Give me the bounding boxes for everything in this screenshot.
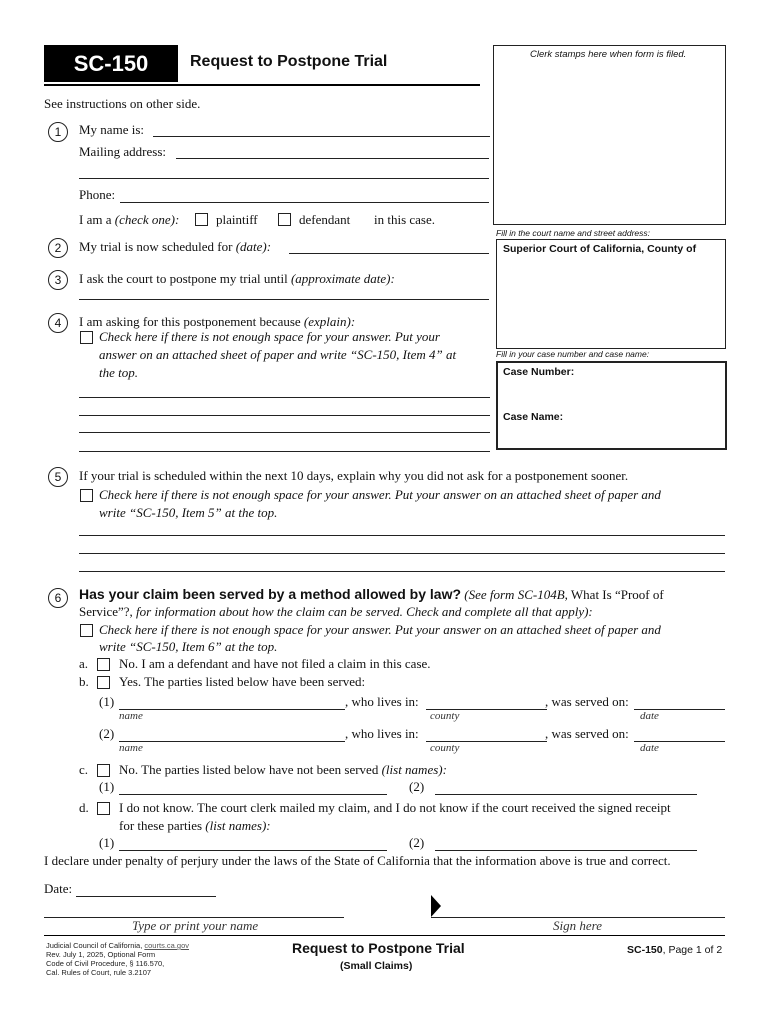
served-1-name-caption: name	[119, 710, 143, 722]
item-5-field-3[interactable]	[79, 571, 725, 572]
item-6-extra-space-checkbox[interactable]	[80, 624, 93, 637]
item-3-number: 3	[48, 270, 68, 290]
item-4-check-line3: the top.	[99, 365, 138, 380]
defendant-checkbox[interactable]	[278, 213, 291, 226]
footer-legal	[46, 941, 189, 977]
date-label: Date:	[44, 881, 73, 896]
item-6-hint: (See form SC-104B,	[464, 587, 568, 602]
option-d-letter: d.	[79, 800, 89, 815]
option-d-text2-row	[119, 818, 271, 834]
item-4-check-line1: Check here if there is not enough space for your answer. Put your	[99, 329, 440, 344]
reason-field-1[interactable]	[79, 397, 490, 398]
option-c-text: No. The parties listed below have not been served	[119, 762, 379, 777]
case-fill-label: Fill in your case number and case name:	[496, 349, 650, 359]
footer-form-code: SC-150	[627, 944, 663, 956]
court-fill-label: Fill in the court name and street address:	[496, 228, 651, 238]
not-served-1-number: (1)	[99, 779, 115, 794]
phone-field[interactable]	[120, 202, 489, 203]
item-5-extra-space-checkbox[interactable]	[80, 489, 93, 502]
court-name-label: Superior Court of California, County of	[503, 243, 697, 255]
served-2-who-lives: , who lives in:	[345, 726, 419, 741]
postpone-until-hint: (approximate date):	[290, 271, 395, 286]
item-6-hint-upright: What Is “Proof of	[570, 587, 664, 602]
mailing-address-field[interactable]	[176, 158, 489, 159]
item-2-text	[79, 239, 271, 255]
option-d-hint: (list names):	[205, 818, 271, 833]
option-d-checkbox[interactable]	[97, 802, 110, 815]
instructions-note: See instructions on other side.	[44, 96, 201, 111]
item-4-extra-space-checkbox[interactable]	[80, 331, 93, 344]
not-served-2-field[interactable]	[435, 794, 697, 795]
footer-title: Request to Postpone Trial	[292, 940, 465, 956]
option-b-letter: b.	[79, 674, 89, 689]
served-2-name-caption: name	[119, 742, 143, 754]
header-rule	[44, 84, 480, 86]
case-number-label[interactable]: Case Number:	[503, 366, 575, 378]
print-name-caption: Type or print your name	[132, 918, 259, 933]
footer-council: Judicial Council of California,	[46, 941, 143, 950]
reason-label: I am asking for this postponement because	[79, 314, 301, 329]
item-1-number: 1	[48, 122, 68, 142]
reason-field-3[interactable]	[79, 432, 490, 433]
option-c-checkbox[interactable]	[97, 764, 110, 777]
item-2-number: 2	[48, 238, 68, 258]
option-d-text: I do not know. The court clerk mailed my claim, and I do not know if the court received the signed receipt	[119, 800, 671, 815]
served-1-date-caption: date	[640, 710, 659, 722]
trial-date-hint: (date):	[235, 239, 272, 254]
item-5-field-1[interactable]	[79, 535, 725, 536]
unknown-1-number: (1)	[99, 835, 115, 850]
date-field[interactable]	[76, 896, 216, 897]
iam-suffix: in this case.	[374, 212, 436, 227]
footer-rules: Cal. Rules of Court, rule 3.2107	[46, 968, 152, 977]
reason-field-2[interactable]	[79, 415, 490, 416]
unknown-2-number: (2)	[409, 835, 425, 850]
name-field[interactable]	[153, 136, 490, 137]
form-title: Request to Postpone Trial	[190, 53, 388, 70]
plaintiff-checkbox[interactable]	[195, 213, 208, 226]
served-1-served-on: , was served on:	[545, 694, 629, 709]
item-4-number: 4	[48, 313, 68, 333]
served-1-name-field[interactable]	[119, 709, 345, 710]
postpone-until-field[interactable]	[79, 299, 489, 300]
not-served-2-number: (2)	[409, 779, 425, 794]
option-a-checkbox[interactable]	[97, 658, 110, 671]
option-b-checkbox[interactable]	[97, 676, 110, 689]
clerk-stamp-box	[493, 45, 726, 225]
iam-hint: (check one):	[114, 212, 180, 227]
item-6-line2	[79, 604, 593, 620]
item-6-check-line1: Check here if there is not enough space for your answer. Put your answer on an attached sheet of paper and	[99, 622, 661, 637]
footer-subtitle: (Small Claims)	[340, 960, 413, 972]
footer-rev: Rev. July 1, 2025, Optional Form	[46, 950, 156, 959]
option-b-text: Yes. The parties listed below have been served:	[119, 674, 366, 689]
item-5-number: 5	[48, 467, 68, 487]
option-c-hint: (list names):	[381, 762, 447, 777]
served-row-2-number: (2)	[99, 726, 115, 741]
sign-here-caption: Sign here	[553, 918, 602, 933]
item-4-check-line2: answer on an attached sheet of paper and write “SC-150, Item 4” at	[99, 347, 457, 362]
mailing-address-field-2[interactable]	[79, 178, 489, 179]
served-2-county-caption: county	[430, 742, 460, 754]
clerk-stamp-note: Clerk stamps here when form is filed.	[530, 49, 687, 60]
item-6-heading-row	[79, 586, 664, 603]
served-1-county-caption: county	[430, 710, 460, 722]
served-2-served-on: , was served on:	[545, 726, 629, 741]
party-role-row	[79, 212, 179, 228]
footer-rule	[44, 935, 725, 936]
option-d-text2: for these parties	[119, 818, 203, 833]
item-6-line2-italic: for information about how the claim can be served. Check and complete all that apply):	[136, 604, 593, 619]
option-a-letter: a.	[79, 656, 89, 671]
footer-council-row	[46, 941, 189, 950]
item-6-line2-upright: Service”?,	[79, 604, 133, 619]
form-code-badge	[44, 45, 178, 82]
mailing-label: Mailing address:	[79, 144, 167, 159]
reason-field-4[interactable]	[79, 451, 490, 452]
served-row-1-number: (1)	[99, 694, 115, 709]
phone-label: Phone:	[79, 187, 116, 202]
plaintiff-label: plaintiff	[216, 212, 258, 227]
form-code: SC-150	[73, 51, 149, 76]
item-5-check-line2: write “SC-150, Item 5” at the top.	[99, 505, 278, 520]
item-3-text	[79, 271, 395, 287]
item-5-text: If your trial is scheduled within the next 10 days, explain why you did not ask for a postponement sooner.	[79, 468, 629, 483]
option-a-text: No. I am a defendant and have not filed a claim in this case.	[119, 656, 431, 671]
reason-hint: (explain):	[303, 314, 356, 329]
item-5-field-2[interactable]	[79, 553, 725, 554]
item-6-check-line2: write “SC-150, Item 6” at the top.	[99, 639, 278, 654]
option-c-text-row	[119, 762, 447, 778]
trial-date-label: My trial is now scheduled for	[79, 239, 233, 254]
unknown-2-field[interactable]	[435, 850, 697, 851]
served-1-who-lives: , who lives in:	[345, 694, 419, 709]
item-6-heading: Has your claim been served by a method allowed by law?	[79, 586, 462, 602]
case-name-label[interactable]: Case Name:	[503, 411, 564, 423]
footer-page	[627, 944, 722, 956]
item-4-text	[79, 314, 355, 330]
declaration-text: I declare under penalty of perjury under the laws of the State of California that the information above is true and correct.	[44, 853, 671, 868]
option-c-letter: c.	[79, 762, 89, 777]
postpone-until-label: I ask the court to postpone my trial until	[79, 271, 288, 286]
served-2-date-caption: date	[640, 742, 659, 754]
footer-page-number: , Page 1 of 2	[662, 944, 723, 956]
not-served-1-field[interactable]	[119, 794, 387, 795]
item-6-number: 6	[48, 588, 68, 608]
sign-here-arrow-icon	[431, 895, 441, 917]
court-name-box[interactable]	[496, 239, 726, 349]
name-label: My name is:	[79, 122, 144, 137]
defendant-label: defendant	[299, 212, 351, 227]
footer-code: Code of Civil Procedure, § 116.570,	[46, 959, 165, 968]
iam-prefix: I am a	[79, 212, 112, 227]
served-2-name-field[interactable]	[119, 741, 345, 742]
footer-council-link[interactable]: courts.ca.gov	[144, 941, 189, 950]
trial-date-field[interactable]	[289, 253, 489, 254]
unknown-1-field[interactable]	[119, 850, 387, 851]
item-5-check-line1: Check here if there is not enough space for your answer. Put your answer on an attached sheet of paper and	[99, 487, 661, 502]
